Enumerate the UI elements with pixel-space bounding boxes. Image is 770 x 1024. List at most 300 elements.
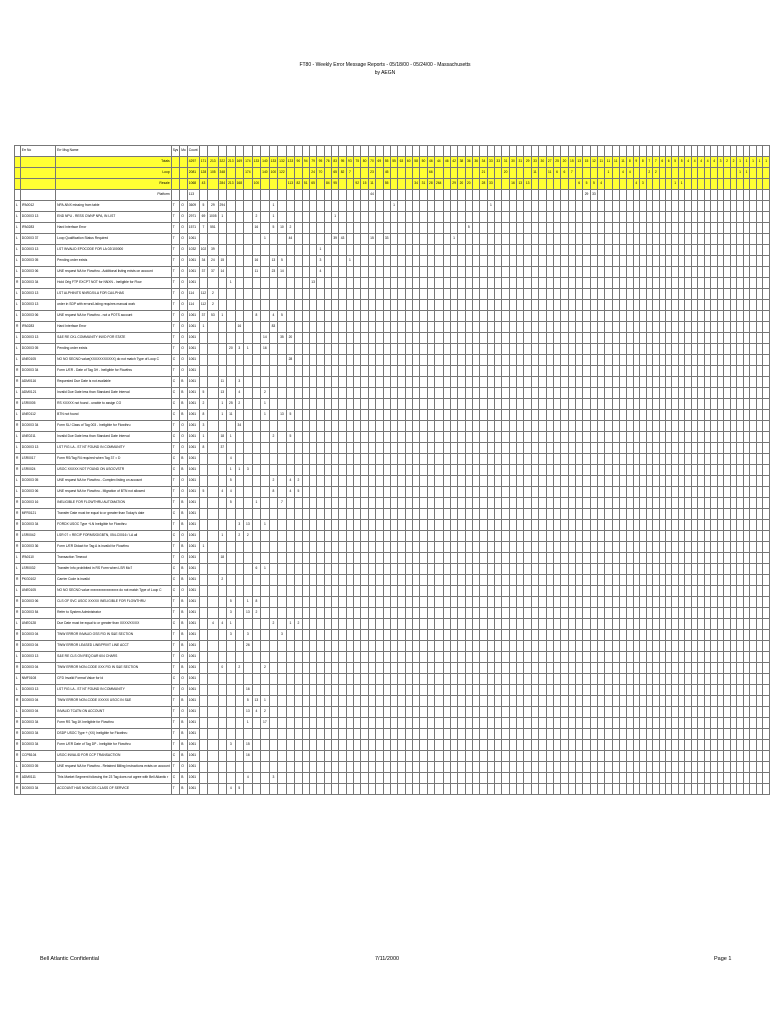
row-value (383, 773, 390, 784)
summary-value (590, 168, 597, 179)
row-value (502, 377, 509, 388)
row-count: 1061 (187, 520, 199, 531)
row-value (309, 432, 316, 443)
row-value (390, 245, 397, 256)
row-value (331, 674, 338, 685)
row-value (376, 388, 383, 399)
row-value: 5 (278, 256, 287, 267)
row-value (502, 366, 509, 377)
summary-value (361, 168, 368, 179)
row-value (546, 553, 553, 564)
row-value: 18 (218, 432, 227, 443)
row-value (244, 476, 253, 487)
row-sys: T (171, 597, 180, 608)
row-value (458, 476, 465, 487)
row-error-message: Pending order exists (56, 344, 172, 355)
row-error-message: TWW ERROR NON-CODE XXX FID IN S&E SECTION (56, 663, 172, 674)
row-value (286, 784, 295, 795)
row-value (509, 212, 516, 223)
row-value (487, 289, 494, 300)
row-value (524, 366, 531, 377)
row-value (390, 685, 397, 696)
row-value (495, 410, 502, 421)
row-value (302, 564, 309, 575)
row-value (539, 443, 546, 454)
summary-value: 7 (653, 157, 659, 168)
row-value (227, 575, 236, 586)
summary-value: 1 (750, 157, 756, 168)
row-sys: T (171, 729, 180, 740)
row-value (598, 498, 605, 509)
row-value (302, 762, 309, 773)
row-value (295, 575, 302, 586)
row-value (568, 498, 575, 509)
row-value (383, 366, 390, 377)
row-value (390, 707, 397, 718)
row-value (383, 597, 390, 608)
row-value (361, 443, 368, 454)
row-value (324, 520, 331, 531)
row-value (278, 509, 287, 520)
row-value (458, 487, 465, 498)
row-value (509, 410, 516, 421)
row-value: 8 (199, 410, 208, 421)
row-value (465, 212, 472, 223)
row-value (583, 674, 590, 685)
header-day-cell (472, 146, 479, 157)
summary-value (465, 168, 472, 179)
row-value (524, 212, 531, 223)
row-value: 16 (235, 322, 244, 333)
row-flag: L (15, 245, 21, 256)
row-value (435, 707, 444, 718)
row-error-code: DC0003 34 (20, 784, 55, 795)
row-value (480, 597, 487, 608)
row-value (568, 586, 575, 597)
row-value: 1 (261, 234, 270, 245)
summary-value: 66 (427, 168, 434, 179)
row-value (458, 663, 465, 674)
row-value (412, 212, 419, 223)
row-value (458, 740, 465, 751)
row-value: 11 (218, 377, 227, 388)
row-value (465, 421, 472, 432)
row-value (517, 289, 524, 300)
row-value (420, 289, 427, 300)
row-value (368, 685, 375, 696)
row-value (269, 465, 278, 476)
summary-value (208, 179, 218, 190)
summary-value: 140 (261, 157, 270, 168)
row-value (472, 696, 479, 707)
summary-value (435, 190, 444, 201)
row-value (619, 630, 626, 641)
row-value (598, 355, 605, 366)
summary-value (509, 168, 516, 179)
row-value (619, 421, 626, 432)
row-value (605, 608, 612, 619)
row-flag: L (15, 707, 21, 718)
row-value (339, 311, 346, 322)
row-value (244, 542, 253, 553)
row-value (368, 487, 375, 498)
row-value (590, 740, 597, 751)
table-row (15, 432, 770, 443)
summary-value (398, 179, 405, 190)
row-value (252, 674, 261, 685)
row-value (480, 388, 487, 399)
row-value (517, 300, 524, 311)
row-value (443, 410, 450, 421)
row-value (487, 542, 494, 553)
row-error-message: INELIGIBLE FOR FLOWTHRU AUTOMATION (56, 498, 172, 509)
blank (20, 168, 55, 179)
row-value (244, 729, 253, 740)
summary-value: 83 (331, 157, 338, 168)
summary-value: 7 (646, 157, 652, 168)
row-error-code: LSR0024 (20, 465, 55, 476)
row-value: 1 (244, 718, 253, 729)
row-value (278, 520, 287, 531)
row-value (539, 641, 546, 652)
row-value (605, 762, 612, 773)
row-value (302, 344, 309, 355)
row-value (619, 267, 626, 278)
row-value (331, 223, 338, 234)
row-value (361, 729, 368, 740)
row-value (435, 300, 444, 311)
row-value (524, 641, 531, 652)
row-value (502, 487, 509, 498)
summary-row (15, 179, 770, 190)
row-value (361, 311, 368, 322)
summary-value (218, 190, 227, 201)
row-value (487, 267, 494, 278)
row-value (390, 377, 397, 388)
row-value (619, 256, 626, 267)
row-value (218, 696, 227, 707)
row-value (495, 729, 502, 740)
row-value (487, 531, 494, 542)
row-value (269, 751, 278, 762)
row-value (269, 740, 278, 751)
row-value (309, 410, 316, 421)
row-value (383, 586, 390, 597)
row-value (509, 487, 516, 498)
row-value (568, 619, 575, 630)
row-value (619, 696, 626, 707)
row-value (465, 619, 472, 630)
table-row (15, 751, 770, 762)
row-value (286, 366, 295, 377)
row-mo: O (180, 707, 188, 718)
row-value (531, 443, 538, 454)
row-value (361, 619, 368, 630)
row-error-code: UNE0112 (20, 410, 55, 421)
row-value (324, 784, 331, 795)
row-value (531, 729, 538, 740)
row-value (619, 729, 626, 740)
row-value (590, 531, 597, 542)
row-value (509, 652, 516, 663)
row-value (576, 201, 583, 212)
row-value (546, 707, 553, 718)
row-value (302, 487, 309, 498)
row-value (553, 608, 560, 619)
row-value (435, 663, 444, 674)
row-value (472, 234, 479, 245)
row-value (317, 718, 324, 729)
row-value (331, 729, 338, 740)
row-value (531, 751, 538, 762)
row-value (583, 762, 590, 773)
row-value (269, 333, 278, 344)
row-value (317, 476, 324, 487)
row-value (553, 575, 560, 586)
row-value (302, 630, 309, 641)
row-value (412, 564, 419, 575)
row-value (405, 652, 412, 663)
row-value (531, 410, 538, 421)
row-sys: T (171, 300, 180, 311)
row-value (450, 454, 457, 465)
row-value (458, 597, 465, 608)
row-value: 2 (269, 619, 278, 630)
row-sys: C (171, 410, 180, 421)
row-value (450, 707, 457, 718)
row-value (354, 487, 361, 498)
row-value (576, 443, 583, 454)
row-value (269, 300, 278, 311)
row-value (590, 421, 597, 432)
row-value (524, 256, 531, 267)
row-value (317, 520, 324, 531)
row-value (495, 784, 502, 795)
row-error-message: Refer to System Administrator (56, 608, 172, 619)
row-value (405, 641, 412, 652)
row-value (435, 223, 444, 234)
row-value (412, 542, 419, 553)
row-value (199, 553, 208, 564)
row-value (252, 245, 261, 256)
row-value (331, 707, 338, 718)
summary-row (15, 168, 770, 179)
row-value (583, 487, 590, 498)
row-flag: L (15, 234, 21, 245)
row-value (561, 322, 568, 333)
row-value (346, 487, 353, 498)
row-value (539, 553, 546, 564)
row-value (412, 707, 419, 718)
row-value (524, 344, 531, 355)
row-value (576, 465, 583, 476)
row-sys: T (171, 498, 180, 509)
row-value (568, 520, 575, 531)
row-value (208, 542, 218, 553)
row-value (331, 740, 338, 751)
row-value (619, 201, 626, 212)
row-flag: L (15, 410, 21, 421)
row-value (568, 696, 575, 707)
row-value (302, 223, 309, 234)
row-value (598, 784, 605, 795)
row-value (443, 388, 450, 399)
row-value (539, 674, 546, 685)
row-flag: R (15, 278, 21, 289)
row-value (480, 740, 487, 751)
row-value (598, 454, 605, 465)
table-row (15, 234, 770, 245)
row-value (502, 663, 509, 674)
row-value (376, 421, 383, 432)
row-value (502, 630, 509, 641)
row-value (539, 212, 546, 223)
row-value (443, 652, 450, 663)
row-value (539, 652, 546, 663)
row-error-code: UNE0128 (20, 619, 55, 630)
row-value (227, 212, 236, 223)
row-value (561, 432, 568, 443)
row-value (517, 223, 524, 234)
row-value (252, 740, 261, 751)
row-value (361, 542, 368, 553)
row-value (339, 443, 346, 454)
table-row (15, 344, 770, 355)
row-value: 5 (235, 784, 244, 795)
row-value (763, 333, 770, 344)
row-value (435, 773, 444, 784)
row-value (227, 289, 236, 300)
row-value (465, 443, 472, 454)
row-value (235, 454, 244, 465)
row-value (252, 476, 261, 487)
row-value (390, 773, 397, 784)
row-value (302, 454, 309, 465)
row-value (576, 289, 583, 300)
row-value (346, 289, 353, 300)
row-value: 4 (235, 388, 244, 399)
row-value (376, 333, 383, 344)
row-value (480, 234, 487, 245)
row-value (420, 553, 427, 564)
row-value (605, 465, 612, 476)
row-mo: B (180, 564, 188, 575)
row-value (465, 454, 472, 465)
row-value (398, 685, 405, 696)
row-value (524, 476, 531, 487)
row-value (450, 751, 457, 762)
row-value (450, 223, 457, 234)
row-value (546, 410, 553, 421)
row-value (763, 553, 770, 564)
row-value (199, 773, 208, 784)
row-value (199, 729, 208, 740)
row-value (502, 498, 509, 509)
row-value (568, 564, 575, 575)
row-value (278, 476, 287, 487)
row-value (487, 256, 494, 267)
row-value: 53 (208, 311, 218, 322)
row-value (420, 575, 427, 586)
row-value (302, 773, 309, 784)
summary-value (598, 190, 605, 201)
row-value (619, 333, 626, 344)
row-value (598, 311, 605, 322)
row-error-message: USOC INVALID FOR CCP TRANSACTION (56, 751, 172, 762)
row-value: 1 (218, 212, 227, 223)
row-error-message: LSR 07 = RECIP FORMS/GIGBTN, 054-C0016 / LA all (56, 531, 172, 542)
row-count: 1061 (187, 685, 199, 696)
row-value (324, 366, 331, 377)
row-value (227, 333, 236, 344)
row-count: 1061 (187, 443, 199, 454)
row-value (553, 355, 560, 366)
summary-value: 5 (678, 157, 684, 168)
row-value (390, 641, 397, 652)
row-value (252, 465, 261, 476)
row-value (383, 278, 390, 289)
row-value (339, 245, 346, 256)
row-value (383, 476, 390, 487)
row-value (227, 674, 236, 685)
row-value (286, 564, 295, 575)
row-value (412, 586, 419, 597)
summary-value (450, 190, 457, 201)
row-value (339, 465, 346, 476)
summary-value: 33 (531, 157, 538, 168)
row-value (199, 520, 208, 531)
table-row (15, 718, 770, 729)
row-value (553, 751, 560, 762)
row-error-code: UNE0105 (20, 355, 55, 366)
row-value (331, 509, 338, 520)
row-value (539, 388, 546, 399)
row-value (619, 542, 626, 553)
row-value (244, 256, 253, 267)
header-day-cell (553, 146, 560, 157)
row-error-message: NO NO SECNO value(XXXXXXXXXXX) do not match Type of Loop C (56, 355, 172, 366)
summary-value: 3 (717, 157, 723, 168)
row-value (605, 421, 612, 432)
row-value (339, 630, 346, 641)
row-value: 13 (244, 520, 253, 531)
row-value (398, 652, 405, 663)
row-value (309, 234, 316, 245)
row-value (561, 553, 568, 564)
row-value (443, 520, 450, 531)
row-value (427, 300, 434, 311)
row-value (435, 509, 444, 520)
row-value (576, 300, 583, 311)
row-value (420, 630, 427, 641)
row-value (354, 234, 361, 245)
row-value (531, 245, 538, 256)
row-value (412, 465, 419, 476)
row-value (524, 322, 531, 333)
table-row (15, 586, 770, 597)
row-value (465, 300, 472, 311)
row-value (546, 509, 553, 520)
row-mo: O (180, 278, 188, 289)
row-value (443, 333, 450, 344)
row-value (561, 267, 568, 278)
row-count: 1061 (187, 278, 199, 289)
row-value (487, 454, 494, 465)
row-value (546, 751, 553, 762)
row-value (763, 498, 770, 509)
row-value (561, 608, 568, 619)
row-value (218, 608, 227, 619)
